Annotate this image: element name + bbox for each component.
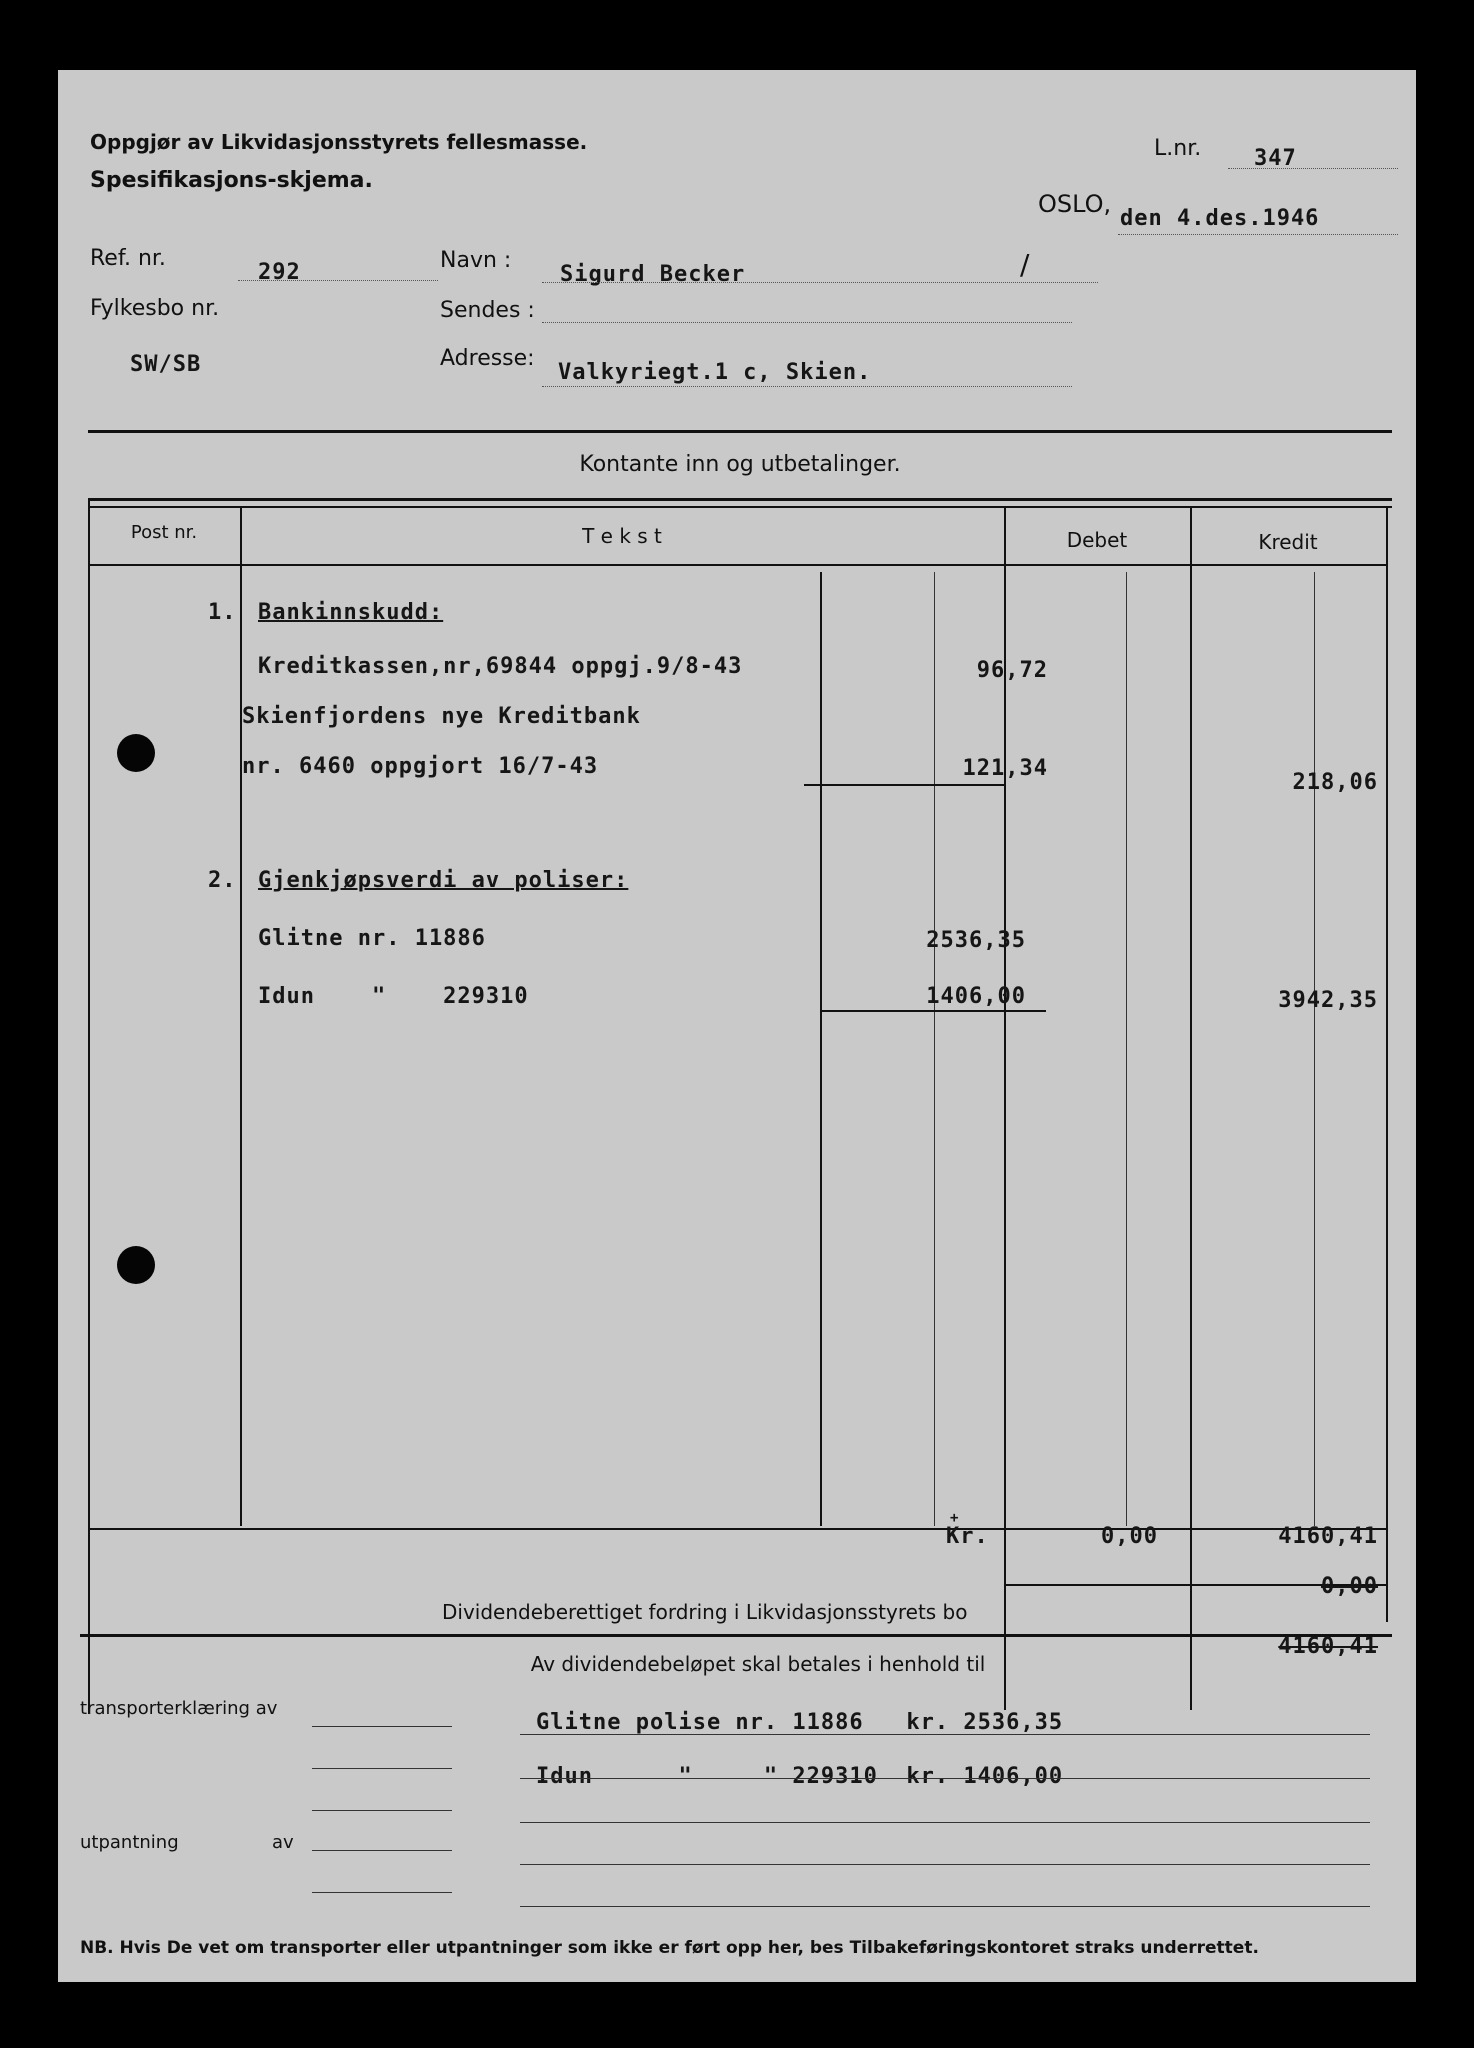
entry-amount: 1406,00 (926, 984, 1026, 1009)
utpantning-entry-line (520, 1906, 1370, 1907)
adresse-label: Adresse: (440, 346, 535, 371)
subtotal-rule (804, 784, 1004, 786)
entry-text: nr. 6460 oppgjort 16/7-43 (242, 754, 599, 779)
date-underline (1118, 234, 1398, 235)
table-top-border-2 (88, 506, 1392, 508)
document-sheet (58, 70, 1416, 1982)
transport-entry-line (520, 1734, 1370, 1735)
punch-hole (117, 734, 155, 772)
col-header-kredit: Kredit (1258, 530, 1318, 554)
total-label: Kr. (946, 1524, 989, 1549)
pay-note: Av dividendebeløpet skal betales i henhold til (530, 1652, 986, 1676)
punch-hole (117, 1246, 155, 1284)
ref-value: 292 (258, 260, 301, 285)
kredit-amount: 218,06 (1292, 770, 1378, 795)
post-number: 1. (208, 600, 237, 625)
transport-line (312, 1810, 452, 1811)
subtotal-rule (820, 1010, 1046, 1012)
transport-line (312, 1726, 452, 1727)
total-mark: + (950, 1510, 960, 1526)
adresse-underline (542, 386, 1072, 387)
transport-entry: Glitne polise nr. 11886 kr. 2536,35 (536, 1710, 1064, 1735)
table-top-border (88, 498, 1392, 501)
utpantning-label: utpantning (80, 1832, 179, 1853)
utpantning-line (312, 1892, 452, 1893)
entry-amount: 2536,35 (926, 928, 1026, 953)
transport-line (312, 1768, 452, 1769)
kredit-cents-divider (1314, 572, 1315, 1526)
table-bottom-border (80, 1634, 1392, 1637)
table-header-bottom (88, 564, 1388, 566)
transport-entry-line (520, 1778, 1370, 1779)
ref-label: Ref. nr. (90, 246, 166, 271)
fylkesbo-label: Fylkesbo nr. (90, 296, 220, 321)
table-right-border (1386, 506, 1388, 1622)
navn-underline (542, 282, 1098, 283)
navn-slash: / (1020, 248, 1030, 281)
debet-cents-divider (1126, 572, 1127, 1526)
ref-underline (238, 280, 438, 281)
utpantning-line (312, 1850, 452, 1851)
entry-text: Skienfjordens nye Kreditbank (242, 704, 641, 729)
entry-heading: Bankinnskudd: (258, 600, 444, 625)
navn-label: Navn : (440, 248, 512, 273)
form-title-line2: Spesifikasjons-skjema. (90, 168, 373, 193)
lnr-value: 347 (1254, 146, 1297, 171)
entry-amount: 121,34 (962, 756, 1048, 781)
entry-text: Idun " 229310 (258, 984, 529, 1009)
section-rule-top (88, 430, 1392, 433)
lnr-underline (1228, 168, 1398, 169)
place-label: OSLO, (1038, 190, 1112, 218)
lnr-label: L.nr. (1154, 136, 1202, 161)
sendes-label: Sendes : (440, 298, 535, 323)
total-kredit: 4160,41 (1278, 1524, 1378, 1549)
post-number: 2. (208, 868, 237, 893)
dividend-minus: 0,00 (1321, 1574, 1378, 1599)
total-debet: 0,00 (1101, 1524, 1158, 1549)
col-header-tekst: T e k s t (582, 524, 662, 548)
entry-text: Kreditkassen,nr,69844 oppgj.9/8-43 (258, 654, 743, 679)
entry-amount: 96,72 (976, 658, 1048, 683)
section-title: Kontante inn og utbetalinger. (579, 452, 901, 477)
amount-left-divider (820, 572, 822, 1526)
totals-rule (88, 1528, 1386, 1530)
navn-value: Sigurd Becker (560, 262, 746, 287)
date-value: den 4.des.1946 (1120, 206, 1320, 231)
entry-text: Glitne nr. 11886 (258, 926, 486, 951)
col-header-post: Post nr. (130, 522, 198, 543)
kredit-amount: 3942,35 (1278, 988, 1378, 1013)
utpantning-entry-line (520, 1864, 1370, 1865)
sendes-underline (542, 322, 1072, 323)
utpantning-av: av (272, 1832, 294, 1853)
col-post-divider (240, 506, 242, 1526)
adresse-value: Valkyriegt.1 c, Skien. (558, 360, 872, 385)
transport-label: transporterklæring av (80, 1698, 278, 1719)
dividend-total: 4160,41 (1278, 1634, 1378, 1659)
entry-heading: Gjenkjøpsverdi av poliser: (258, 868, 629, 893)
col-header-debet: Debet (1066, 528, 1128, 552)
amount-cents-divider (934, 572, 935, 1526)
table-left-border (88, 500, 90, 1714)
transport-entry: Idun " " 229310 kr. 1406,00 (536, 1764, 1064, 1789)
transport-entry-line (520, 1822, 1370, 1823)
form-title-line1: Oppgjør av Likvidasjonsstyrets fellesmasse. (90, 130, 588, 154)
dividend-label: Dividendeberettiget fordring i Likvidasjonsstyrets bo (442, 1600, 968, 1624)
nb-note: NB. Hvis De vet om transporter eller utpantninger som ikke er ført opp her, bes Tilbakeføringskontoret straks underrettet. (80, 1938, 1259, 1958)
code-value: SW/SB (130, 352, 202, 377)
